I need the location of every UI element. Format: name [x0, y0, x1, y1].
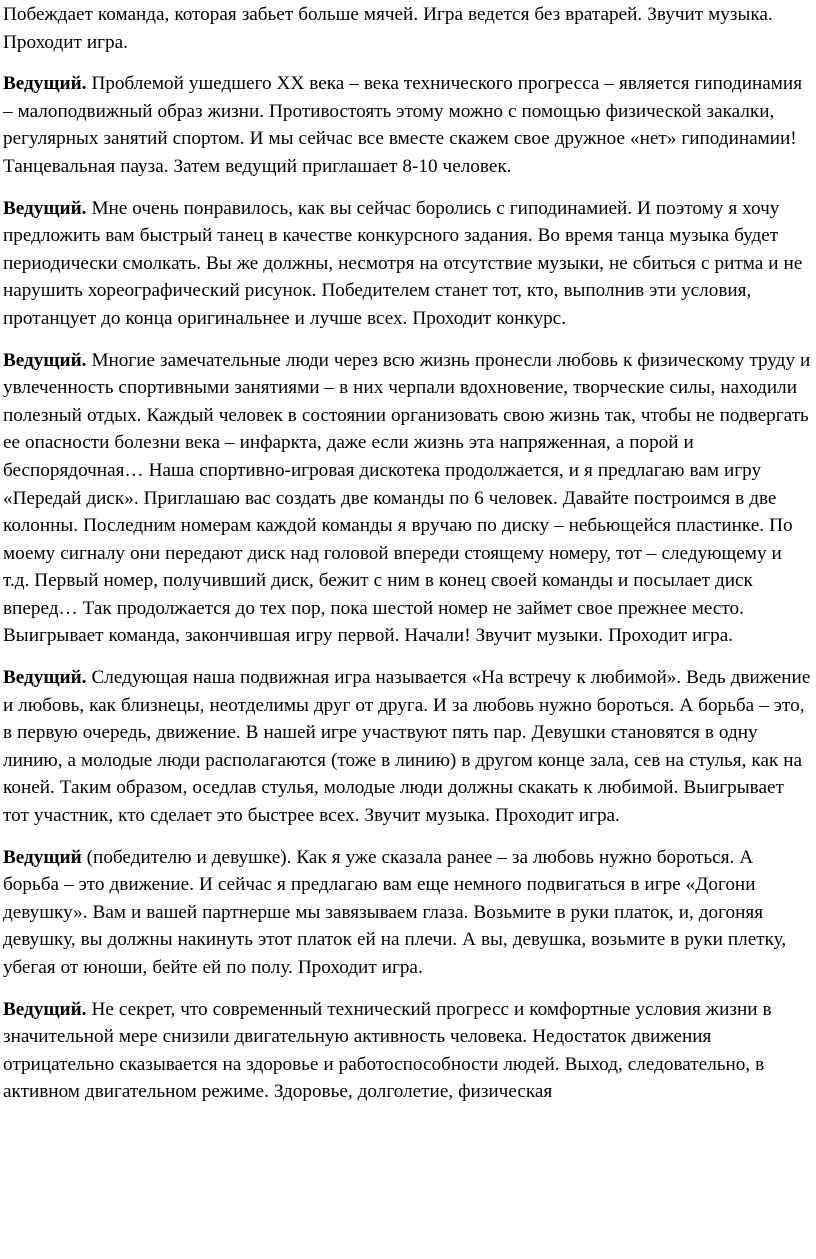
document-page: [3, 0, 813, 1120]
paragraph-lead: Ведущий.: [3, 667, 87, 689]
paragraph: [3, 70, 813, 180]
paragraph-text: (победителю и девушке). Как я уже сказала ранее – за любовь нужно бороться. А борьба – это движение. И сейчас я предлагаю вам еще немного подвигаться в игре «Догони девушку». Вам и вашей партнерше мы завязываем глаза. Возьмите в руки платок, и, догоняя девушку, вы должны накинуть этот платок ей на плечи. А вы, девушка, возьмите в руки плетку, убегая от юноши, бейте ей по полу. Проходит игра.: [3, 846, 787, 978]
paragraph-text: Не секрет, что современный технический прогресс и комфортные условия жизни в значительной мере снизили двигательную активность человека. Недостаток движения отрицательно сказывается на здоровье и работоспособности людей. Выход, следовательно, в активном двигательном режиме. Здоровье, долголетие, физическая: [3, 998, 772, 1103]
paragraph-lead: Ведущий.: [3, 73, 87, 95]
paragraph-text: Следующая наша подвижная игра называется «На встречу к любимой». Ведь движение и любовь, как близнецы, неотделимы друг от друга. И за любовь нужно бороться. А борьба – это, в первую очередь, движение. В нашей игре участвуют пять пар. Девушки становятся в одну линию, а молодые люди располагаются (тоже в линию) в другом конце зала, сев на стулья, как на коней. Таким образом, оседлав стулья, молодые люди должны скакать к любимой. Выигрывает тот участник, кто сделает это быстрее всех. Звучит музыка. Проходит игра.: [3, 667, 811, 827]
paragraph: [3, 195, 813, 333]
paragraph: [3, 844, 813, 982]
paragraph-lead: Ведущий: [3, 846, 82, 868]
paragraph-lead: Ведущий.: [3, 998, 87, 1020]
paragraph: [3, 664, 813, 830]
paragraph: [3, 1, 813, 56]
paragraph-text: Проблемой ушедшего ХХ века – века технического прогресса – является гиподинамия – малоподвижный образ жизни. Противостоять этому можно с помощью физической закалки, регулярных занятий спортом. И мы сейчас все вместе скажем свое дружное «нет» гиподинамии! Танцевальная пауза. Затем ведущий приглашает 8-10 человек.: [3, 73, 803, 177]
paragraph-text: Многие замечательные люди через всю жизнь пронесли любовь к физическому труду и увлеченность спортивными занятиями – в них черпали вдохновение, творческие силы, находили полезный отдых. Каждый человек в состоянии организовать свою жизнь так, чтобы не подвергать ее опасности болезни века – инфаркта, даже если жизнь эта напряженная, а порой и беспорядочная… Наша спортивно-игровая дискотека продолжается, и я предлагаю вам игру «Передай диск». Приглашаю вас создать две команды по 6 человек. Давайте построимся в две колонны. Последним номерам каждой команды я вручаю по диску – небьющейся пластинке. По моему сигналу они передают диск над головой впереди стоящему номеру, тот – следующему и т.д. Первый номер, получивший диск, бежит с ним в конец своей команды и посылает диск вперед… Так продолжается до тех пор, пока шестой номер не займет свое прежнее место. Выигрывает команда, закончившая игру первой. Начали! Звучит музыки. Проходит игра.: [3, 349, 811, 647]
paragraph-lead: Ведущий.: [3, 197, 87, 219]
paragraph-text: Мне очень понравилось, как вы сейчас боролись с гиподинамией. И поэтому я хочу предложить вам быстрый танец в качестве конкурсного задания. Во время танца музыка будет периодически смолкать. Вы же должны, несмотря на отсутствие музыки, не сбиться с ритма и не нарушить хореографический рисунок. Победителем станет тот, кто, выполнив эти условия, протанцует до конца оригинальнее и лучше всех. Проходит конкурс.: [3, 197, 803, 329]
paragraph-lead: Ведущий.: [3, 349, 87, 371]
paragraph-text: Побеждает команда, которая забьет больше мячей. Игра ведется без вратарей. Звучит музыка. Проходит игра.: [3, 4, 773, 53]
paragraph: [3, 347, 813, 651]
paragraph: [3, 996, 813, 1106]
